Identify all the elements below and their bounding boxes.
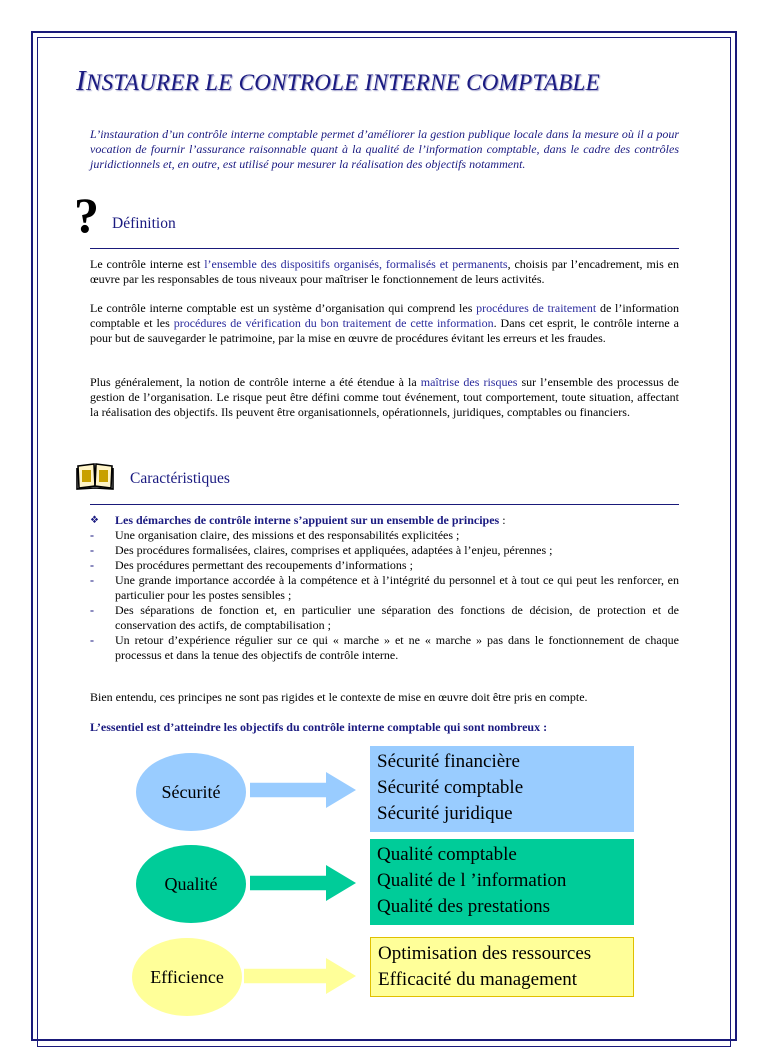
- list-item: - Une grande importance accordée à la compétence et à l’intégrité du personnel et à tout ce qui peut les renforcer, en particulier pour les postes sensibles ;: [90, 573, 679, 602]
- page-title: INSTAURER LE CONTROLE INTERNE COMPTABLE: [76, 65, 600, 97]
- diagram-box-item: Optimisation des ressources: [378, 943, 592, 964]
- diagram-arrow-1: [250, 865, 356, 901]
- diagram-box-item: Efficacité du management: [378, 969, 578, 990]
- principles-list: [90, 513, 679, 663]
- diagram-box-0: [370, 746, 634, 832]
- diagram-ellipse-2: Efficience: [132, 938, 242, 1016]
- diagram-ellipse-0: Sécurité: [136, 753, 246, 831]
- list-item: - Des procédures formalisées, claires, comprises et appliquées, adaptées à l’enjeu, pérennes ;: [90, 543, 553, 557]
- diagram-box-item: Qualité de l ’information: [377, 870, 567, 891]
- diagram-box-1: [370, 839, 634, 925]
- diagram-box-item: Sécurité juridique: [377, 803, 513, 824]
- diagram-box-item: Sécurité comptable: [377, 777, 524, 798]
- list-item: - Des séparations de fonction et, en particulier une séparation des fonctions de décision, de protection et de conservation des actifs, de comptabilisation ;: [90, 603, 679, 632]
- diagram-arrow-0: [250, 772, 356, 808]
- definition-paragraph-1: Le contrôle interne est l’ensemble des dispositifs organisés, formalisés et permanents, choisis par l’encadrement, mis en œuvre par les responsables de tous niveaux pour maîtriser le fonctionnement de leurs activités.: [90, 257, 679, 286]
- diagram-box-item: Qualité des prestations: [377, 896, 551, 917]
- closing-paragraph: Bien entendu, ces principes ne sont pas rigides et le contexte de mise en œuvre doit être pris en compte.: [90, 690, 588, 704]
- definition-heading: Définition: [112, 215, 176, 232]
- question-mark-icon: ?: [74, 187, 99, 243]
- definition-divider: [90, 248, 679, 249]
- caracteristiques-heading: Caractéristiques: [130, 470, 230, 487]
- caracteristiques-divider: [90, 504, 679, 505]
- definition-paragraph-3: Plus généralement, la notion de contrôle interne a été étendue à la maîtrise des risques sur l’ensemble des processus de gestion de l’organisation. Le risque peut être défini comme tout événement, tout comportement, toute situation, affectant la réalisation des objectifs. Ils peuvent être organisationnels, opérationnels, juridiques, comptables ou financiers.: [90, 375, 679, 419]
- list-item-lead: ❖ Les démarches de contrôle interne s’appuient sur un ensemble de principes :: [90, 513, 506, 527]
- diagram-box-item: Qualité comptable: [377, 844, 517, 865]
- diagram-arrow-2: [244, 958, 356, 994]
- definition-paragraph-2: Le contrôle interne comptable est un système d’organisation qui comprend les procédures de traitement de l’information comptable et les procédures de vérification du bon traitement de cette information. Dans cet esprit, le contrôle interne a pour but de sauvegarder le patrimoine, par la mise en œuvre de procédures évitant les erreurs et les fraudes.: [90, 301, 679, 345]
- diamond-bullet-icon: ❖: [90, 515, 99, 526]
- diagram-ellipse-1: Qualité: [136, 845, 246, 923]
- diagram-box-item: Sécurité financière: [377, 751, 520, 772]
- open-book-icon: [76, 462, 114, 495]
- objectives-intro: L’essentiel est d’atteindre les objectifs du contrôle interne comptable qui sont nombreux :: [90, 720, 548, 734]
- intro-paragraph: L’instauration d’un contrôle interne comptable permet d’améliorer la gestion publique locale dans la mesure où il a pour vocation de fournir l’assurance raisonnable quant à la qualité de l’information comptable, dans le cadre des contrôles juridictionnels et, en outre, est utilisé pour mesurer la réalisation des objectifs notamment.: [90, 127, 679, 171]
- list-item: - Un retour d’expérience régulier sur ce qui « marche » et ne « marche » pas dans le fonctionnement de chaque processus et dans la tenue des objectifs de contrôle interne.: [90, 633, 679, 662]
- list-item: - Des procédures permettant des recoupements d’informations ;: [90, 558, 413, 572]
- diagram-box-2: [370, 937, 634, 997]
- list-item: - Une organisation claire, des missions et des responsabilités explicitées ;: [90, 528, 460, 542]
